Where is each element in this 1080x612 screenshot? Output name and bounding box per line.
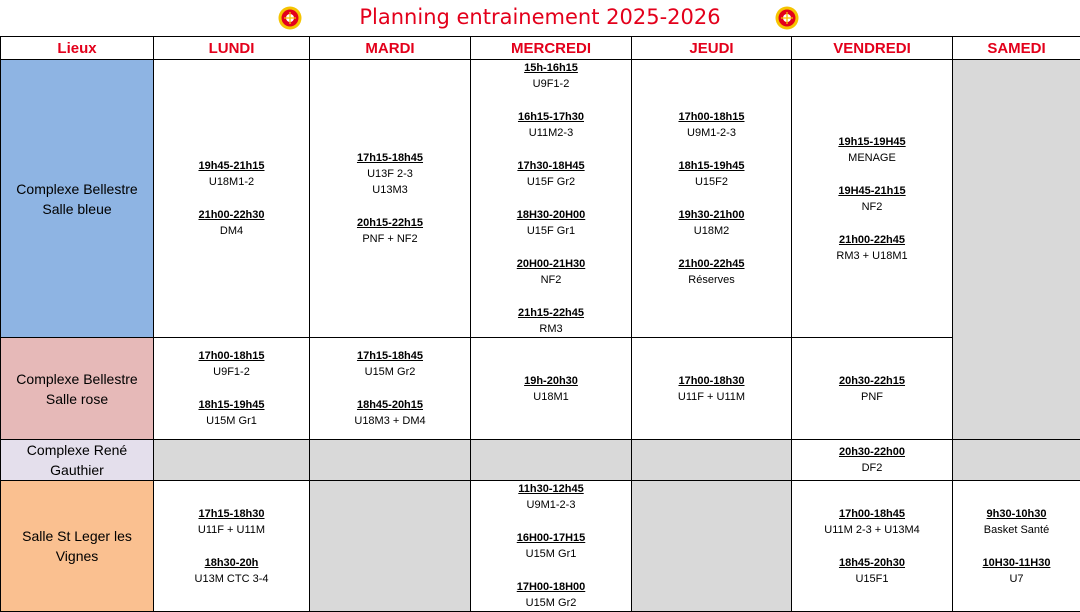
title-bar bbox=[0, 0, 1080, 36]
header-samedi: SAMEDI bbox=[953, 37, 1080, 60]
slot-time: 17h15-18h30 bbox=[154, 506, 309, 522]
slot-cell-lundi bbox=[154, 338, 310, 440]
slot-time: 19h30-21h00 bbox=[632, 207, 791, 223]
schedule-table bbox=[0, 36, 1080, 612]
slot-time: 17h00-18h15 bbox=[154, 348, 309, 364]
slot-group: U18M2 bbox=[632, 223, 791, 239]
slot-time: 18h15-19h45 bbox=[632, 158, 791, 174]
slot-group: U7 bbox=[953, 571, 1080, 587]
slot-group: RM3 + U18M1 bbox=[792, 248, 952, 264]
training-slot bbox=[154, 158, 309, 190]
training-slot bbox=[310, 150, 470, 198]
training-slot bbox=[471, 579, 631, 611]
slot-group: U15F Gr1 bbox=[471, 223, 631, 239]
slot-group: U9F1-2 bbox=[471, 76, 631, 92]
slot-time: 15h-16h15 bbox=[471, 60, 631, 76]
slot-group: DM4 bbox=[154, 223, 309, 239]
header-lundi: LUNDI bbox=[154, 37, 310, 60]
slot-group: NF2 bbox=[471, 272, 631, 288]
training-slot bbox=[471, 207, 631, 239]
slot-time: 20h30-22h15 bbox=[792, 373, 952, 389]
slot-time: 21h00-22h45 bbox=[632, 256, 791, 272]
venue-cell bbox=[1, 440, 154, 481]
training-slot bbox=[471, 305, 631, 337]
empty-cell bbox=[471, 440, 632, 481]
slot-time: 17h00-18h30 bbox=[632, 373, 791, 389]
empty-cell bbox=[953, 440, 1080, 481]
training-slot bbox=[632, 158, 791, 190]
empty-cell bbox=[310, 440, 471, 481]
table-row bbox=[1, 338, 1080, 440]
slot-group: U15F1 bbox=[792, 571, 952, 587]
slot-cell-mercredi bbox=[471, 481, 632, 612]
slot-cell-lundi bbox=[154, 481, 310, 612]
slot-time: 21h15-22h45 bbox=[471, 305, 631, 321]
training-slot bbox=[792, 134, 952, 166]
table-row bbox=[1, 481, 1080, 612]
training-slot bbox=[471, 109, 631, 141]
venue-cell bbox=[1, 60, 154, 338]
training-slot bbox=[154, 555, 309, 587]
training-slot bbox=[154, 348, 309, 380]
header-row bbox=[1, 37, 1080, 60]
slot-time: 21h00-22h45 bbox=[792, 232, 952, 248]
venue-name: Complexe René bbox=[1, 440, 153, 460]
header-mardi: MARDI bbox=[310, 37, 471, 60]
slot-group: U13F 2-3 bbox=[310, 166, 470, 182]
slot-group: U11M2-3 bbox=[471, 125, 631, 141]
slot-time: 19H45-21h15 bbox=[792, 183, 952, 199]
slot-cell-mercredi bbox=[471, 338, 632, 440]
slot-cell-vendredi bbox=[792, 338, 953, 440]
venue-cell bbox=[1, 338, 154, 440]
slot-cell-jeudi bbox=[632, 338, 792, 440]
slot-cell-mardi bbox=[310, 338, 471, 440]
header-lieux: Lieux bbox=[1, 37, 154, 60]
slot-time: 18H30-20H00 bbox=[471, 207, 631, 223]
training-slot bbox=[154, 207, 309, 239]
slot-cell-jeudi bbox=[632, 60, 792, 338]
table-row bbox=[1, 440, 1080, 481]
training-slot bbox=[154, 506, 309, 538]
slot-time: 17h15-18h45 bbox=[310, 348, 470, 364]
venue-room: Salle bleue bbox=[1, 199, 153, 219]
training-slot bbox=[310, 397, 470, 429]
slot-group: U15F Gr2 bbox=[471, 174, 631, 190]
empty-cell bbox=[632, 440, 792, 481]
slot-time: 18h30-20h bbox=[154, 555, 309, 571]
training-slot bbox=[792, 373, 952, 405]
header-jeudi: JEUDI bbox=[632, 37, 792, 60]
slot-cell-vendredi bbox=[792, 60, 953, 338]
empty-cell bbox=[953, 60, 1080, 440]
venue-cell bbox=[1, 481, 154, 612]
slot-time: 17h00-18h15 bbox=[632, 109, 791, 125]
slot-group: U15F2 bbox=[632, 174, 791, 190]
training-slot bbox=[632, 256, 791, 288]
training-slot bbox=[471, 373, 631, 405]
slot-time: 19h45-21h15 bbox=[154, 158, 309, 174]
empty-cell bbox=[632, 481, 792, 612]
header-mercredi: MERCREDI bbox=[471, 37, 632, 60]
slot-group: U15M Gr1 bbox=[154, 413, 309, 429]
slot-time: 18h15-19h45 bbox=[154, 397, 309, 413]
slot-time: 17h30-18H45 bbox=[471, 158, 631, 174]
slot-time: 17H00-18H00 bbox=[471, 579, 631, 595]
slot-group: Basket Santé bbox=[953, 522, 1080, 538]
training-slot bbox=[953, 506, 1080, 538]
table-row bbox=[1, 60, 1080, 338]
slot-cell-lundi bbox=[154, 60, 310, 338]
slot-group: U15M Gr2 bbox=[310, 364, 470, 380]
training-slot bbox=[953, 555, 1080, 587]
training-slot bbox=[471, 530, 631, 562]
training-slot bbox=[792, 555, 952, 587]
slot-cell-mercredi bbox=[471, 60, 632, 338]
slot-time: 20h30-22h00 bbox=[792, 444, 952, 460]
slot-group: U18M1 bbox=[471, 389, 631, 405]
slot-cell-samedi bbox=[953, 481, 1080, 612]
slot-group: U9M1-2-3 bbox=[471, 497, 631, 513]
club-logo-icon bbox=[775, 6, 799, 30]
slot-time: 9h30-10h30 bbox=[953, 506, 1080, 522]
slot-cell-vendredi bbox=[792, 440, 953, 481]
slot-time: 19h15-19H45 bbox=[792, 134, 952, 150]
slot-time: 16h15-17h30 bbox=[471, 109, 631, 125]
venue-name: Complexe Bellestre bbox=[1, 179, 153, 199]
slot-time: 17h00-18h45 bbox=[792, 506, 952, 522]
slot-time: 11h30-12h45 bbox=[471, 481, 631, 497]
training-slot bbox=[632, 207, 791, 239]
slot-group: PNF bbox=[792, 389, 952, 405]
empty-cell bbox=[310, 481, 471, 612]
venue-room: Vignes bbox=[1, 546, 153, 566]
slot-group: U13M CTC 3-4 bbox=[154, 571, 309, 587]
training-slot bbox=[792, 232, 952, 264]
slot-group: U11M 2-3 + U13M4 bbox=[792, 522, 952, 538]
slot-group: U9M1-2-3 bbox=[632, 125, 791, 141]
venue-name: Salle St Leger les bbox=[1, 526, 153, 546]
slot-time: 19h-20h30 bbox=[471, 373, 631, 389]
slot-group: PNF + NF2 bbox=[310, 231, 470, 247]
page-title: Planning entrainement 2025-2026 bbox=[0, 5, 1080, 29]
empty-cell bbox=[154, 440, 310, 481]
slot-group: NF2 bbox=[792, 199, 952, 215]
slot-time: 10H30-11H30 bbox=[953, 555, 1080, 571]
training-slot bbox=[792, 444, 952, 476]
slot-time: 16H00-17H15 bbox=[471, 530, 631, 546]
training-slot bbox=[471, 481, 631, 513]
slot-time: 18h45-20h30 bbox=[792, 555, 952, 571]
slot-time: 20H00-21H30 bbox=[471, 256, 631, 272]
slot-group: U18M3 + DM4 bbox=[310, 413, 470, 429]
training-slot bbox=[632, 373, 791, 405]
training-slot bbox=[310, 348, 470, 380]
slot-group: U18M1-2 bbox=[154, 174, 309, 190]
slot-group: U11F + U11M bbox=[632, 389, 791, 405]
slot-group: RM3 bbox=[471, 321, 631, 337]
header-vendredi: VENDREDI bbox=[792, 37, 953, 60]
venue-room: Gauthier bbox=[1, 460, 153, 480]
slot-group: U13M3 bbox=[310, 182, 470, 198]
slot-group: U9F1-2 bbox=[154, 364, 309, 380]
slot-time: 17h15-18h45 bbox=[310, 150, 470, 166]
slot-cell-mardi bbox=[310, 60, 471, 338]
training-slot bbox=[154, 397, 309, 429]
training-slot bbox=[471, 256, 631, 288]
slot-time: 20h15-22h15 bbox=[310, 215, 470, 231]
slot-group: U15M Gr1 bbox=[471, 546, 631, 562]
training-slot bbox=[310, 215, 470, 247]
training-slot bbox=[792, 506, 952, 538]
slot-group: MENAGE bbox=[792, 150, 952, 166]
slot-group: U11F + U11M bbox=[154, 522, 309, 538]
training-slot bbox=[471, 158, 631, 190]
slot-time: 21h00-22h30 bbox=[154, 207, 309, 223]
slot-group: DF2 bbox=[792, 460, 952, 476]
slot-cell-vendredi bbox=[792, 481, 953, 612]
slot-group: Réserves bbox=[632, 272, 791, 288]
venue-name: Complexe Bellestre bbox=[1, 369, 153, 389]
slot-group: U15M Gr2 bbox=[471, 595, 631, 611]
training-slot bbox=[632, 109, 791, 141]
venue-room: Salle rose bbox=[1, 389, 153, 409]
slot-time: 18h45-20h15 bbox=[310, 397, 470, 413]
training-slot bbox=[471, 60, 631, 92]
training-slot bbox=[792, 183, 952, 215]
